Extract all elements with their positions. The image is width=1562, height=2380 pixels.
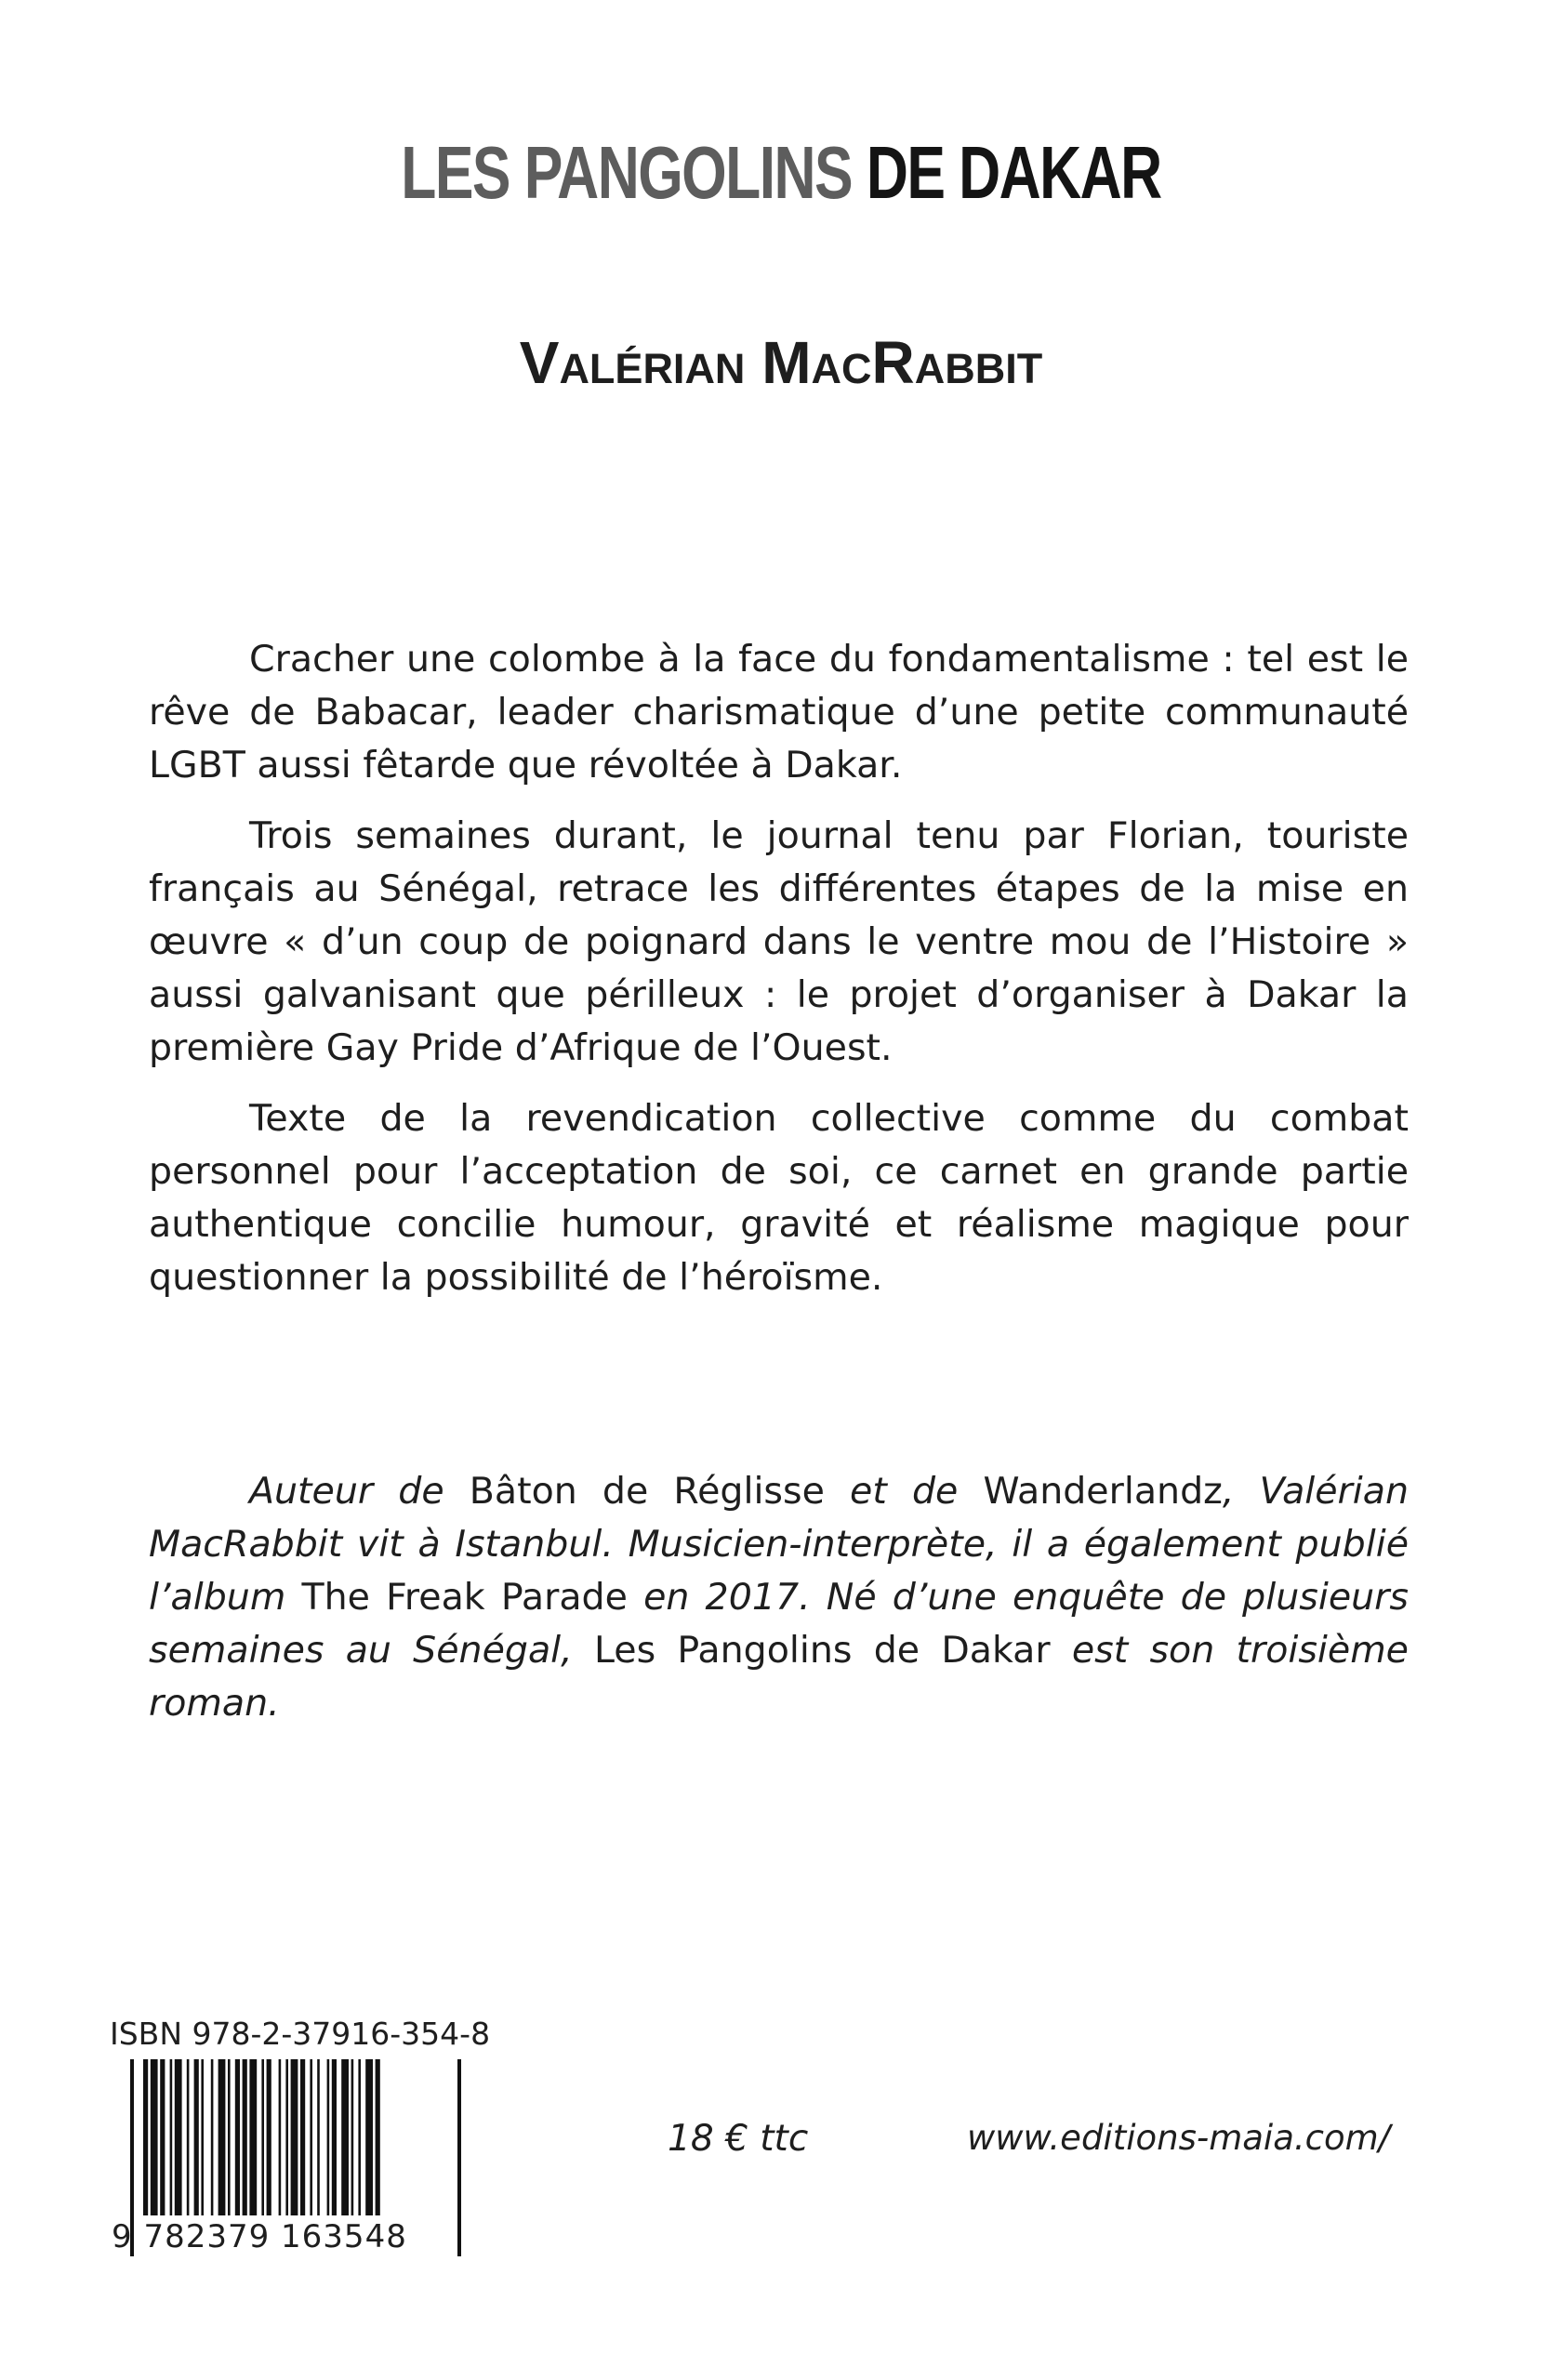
- bio-text-3: , Valérian MacRabbit vit à Istanbul. Musicien-interprète, il a également publié l’album: [149, 1470, 1409, 1619]
- blurb: [149, 633, 1409, 1322]
- book-title-part1: LES PANGOLINS: [401, 131, 853, 214]
- bio-album: The Freak Parade: [301, 1576, 628, 1619]
- blurb-paragraph-1: Cracher une colombe à la face du fondamentalisme : tel est le rêve de Babacar, leader charismatique d’une petite communauté LGBT aussi fêtarde que révoltée à Dakar.: [149, 638, 1409, 787]
- bio-text-4: en 2017. Né d’une enquête de plusieurs semaines au Sénégal,: [149, 1576, 1409, 1672]
- blurb-paragraph-2: Trois semaines durant, le journal tenu par Florian, touriste français au Sénégal, retrace les différentes étapes de la mise en œuvre « d’un coup de poignard dans le ventre mou de l’Histoire » aussi galvanisant que périlleux : le projet d’organiser à Dakar la première Gay Pride d’Afrique de l’Ouest.: [149, 814, 1409, 1069]
- bio-text-5: est son troisième roman.: [149, 1629, 1409, 1725]
- book-title: [172, 126, 1390, 219]
- publisher-website: www.editions-maia.com/: [967, 2118, 1391, 2158]
- price: 18 € ttc: [668, 2118, 809, 2160]
- bio-book-3: Les Pangolins de Dakar: [593, 1629, 1051, 1672]
- bio-text-1: Auteur de: [249, 1470, 470, 1513]
- isbn-label: ISBN 978-2-37916-354-8: [110, 2016, 491, 2052]
- bio-book-1: Bâton de Réglisse: [469, 1470, 825, 1513]
- book-title-part2: DE DAKAR: [866, 131, 1161, 214]
- author-name: Valérian MacRabbit: [519, 329, 1043, 396]
- barcode-image: [139, 2059, 465, 2215]
- barcode-digits: 9 782379 163548: [112, 2218, 407, 2255]
- bio-book-2: Wanderlandz: [983, 1470, 1223, 1513]
- bio-text-2: et de: [824, 1470, 984, 1513]
- author-bio: [149, 1465, 1409, 1730]
- blurb-paragraph-3: Texte de la revendication collective comme du combat personnel pour l’acceptation de soi, ce carnet en grande partie authentique concilie humour, gravité et réalisme magique pour questionner la possibilité de l’héroïsme.: [149, 1097, 1409, 1299]
